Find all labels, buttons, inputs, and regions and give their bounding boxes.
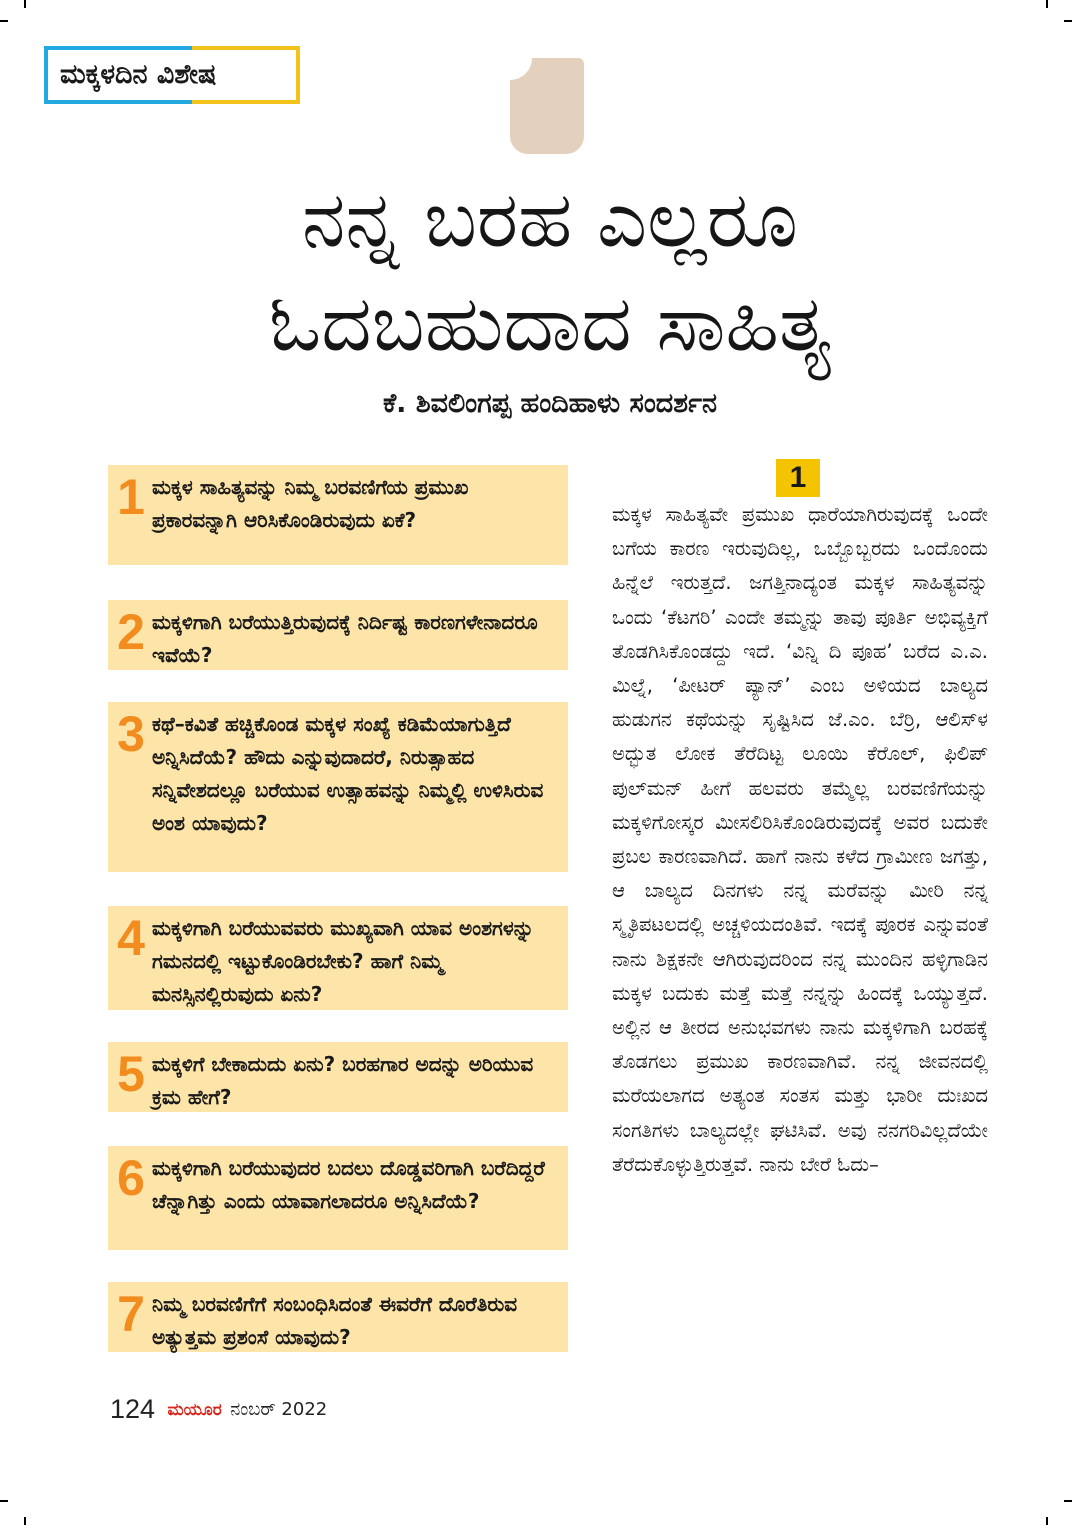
section-tag-label: ಮಕ್ಕಳದಿನ ವಿಶೇಷ xyxy=(60,59,217,90)
section-tag xyxy=(44,46,300,104)
crop-mark xyxy=(24,1517,26,1525)
question-number: 6 xyxy=(117,1150,145,1206)
magazine-logo: ಮಯೂರ xyxy=(167,1399,222,1420)
question-box-5 xyxy=(108,1042,568,1112)
article-title xyxy=(120,168,980,376)
question-text: ಮಕ್ಕಳ ಸಾಹಿತ್ಯವನ್ನು ನಿಮ್ಮ ಬರವಣಿಗೆಯ ಪ್ರಮುಖ ಪ್ರಕಾರವನ್ನಾಗಿ ಆರಿಸಿಕೊಂಡಿರುವುದು ಏಕೆ? xyxy=(152,475,469,532)
page-number: 124 xyxy=(110,1394,156,1424)
question-text: ಮಕ್ಕಳಿಗೆ ಬೇಕಾದುದು ಏನು? ಬರಹಗಾರ ಅದನ್ನು ಅರಿಯುವ ಕ್ರಮ ಹೇಗೆ? xyxy=(152,1052,534,1109)
question-box-6 xyxy=(108,1146,568,1250)
question-number: 2 xyxy=(117,604,145,660)
crop-mark xyxy=(1046,1517,1048,1525)
page-footer xyxy=(110,1394,327,1425)
crop-mark xyxy=(1064,1500,1072,1502)
question-box-1 xyxy=(108,465,568,565)
answer-text: ಮಕ್ಕಳ ಸಾಹಿತ್ಯವೇ ಪ್ರಮುಖ ಧಾರೆಯಾಗಿರುವುದಕ್ಕೆ ಒಂದೇ ಬಗೆಯ ಕಾರಣ ಇರುವುದಿಲ್ಲ, ಒಬ್ಬೊಬ್ಬರದು ಒಂದೊಂದು ಹಿನ್ನೆಲೆ ಇರುತ್ತದೆ. ಜಗತ್ತಿನಾದ್ಯಂತ ಮಕ್ಕಳ ಸಾಹಿತ್ಯವನ್ನು ಒಂದು ‘ಕೆಟಗರಿ’ ಎಂದೇ ತಮ್ಮನ್ನು ತಾವು ಪೂರ್ತಿ ಅಭಿವ್ಯಕ್ತಿಗೆ ತೊಡಗಿಸಿಕೊಂಡದ್ದು ಇದೆ. ‘ವಿನ್ನಿ ದಿ ಪೂಹ’ ಬರೆದ ಎ.ಎ. ಮಿಲ್ನೆ, ‘ಪೀಟರ್ ಪ್ಯಾನ್’ ಎಂಬ ಅಳಿಯದ ಬಾಲ್ಯದ ಹುಡುಗನ ಕಥೆಯನ್ನು ಸೃಷ್ಟಿಸಿದ ಜೆ.ಎಂ. ಬೆರ್ರಿ, ಆಲಿಸ್‌ಳ ಅದ್ಭುತ ಲೋಕ ತೆರೆದಿಟ್ಟ ಲೂಯಿ ಕೆರೊಲ್, ಫಿಲಿಪ್ ಪುಲ್‌ಮನ್ ಹೀಗೆ ಹಲವರು ತಮ್ಮೆಲ್ಲ ಬರವಣಿಗೆಯನ್ನು ಮಕ್ಕಳಿಗೋಸ್ಕರ ಮೀಸಲಿರಿಸಿಕೊಂಡಿರುವುದಕ್ಕೆ ಅವರ ಬದುಕೇ ಪ್ರಬಲ ಕಾರಣವಾಗಿದೆ. ಹಾಗೆ ನಾನು ಕಳೆದ ಗ್ರಾಮೀಣ ಜಗತ್ತು, ಆ ಬಾಲ್ಯದ ದಿನಗಳು ನನ್ನ ಮರೆವನ್ನು ಮೀರಿ ನನ್ನ ಸ್ಮೃತಿಪಟಲದಲ್ಲಿ ಅಚ್ಚಳಿಯದಂತಿವೆ. ಇದಕ್ಕೆ ಪೂರಕ ಎನ್ನುವಂತೆ ನಾನು ಶಿಕ್ಷಕನೇ ಆಗಿರುವುದರಿಂದ ನನ್ನ ಮುಂದಿನ ಹಳ್ಳಿಗಾಡಿನ ಮಕ್ಕಳ ಬದುಕು ಮತ್ತೆ ಮತ್ತೆ ನನ್ನನ್ನು ಹಿಂದಕ್ಕೆ ಒಯ್ಯುತ್ತದೆ. ಅಲ್ಲಿನ ಆ ತೀರದ ಅನುಭವಗಳು ನಾನು ಮಕ್ಕಳಿಗಾಗಿ ಬರಹಕ್ಕೆ ತೊಡಗಲು ಪ್ರಮುಖ ಕಾರಣವಾಗಿವೆ. ನನ್ನ ಜೀವನದಲ್ಲಿ ಮರೆಯಲಾಗದ ಅತ್ಯಂತ ಸಂತಸ ಮತ್ತು ಭಾರೀ ದುಃಖದ ಸಂಗತಿಗಳು ಬಾಲ್ಯದಲ್ಲೇ ಘಟಿಸಿವೆ. ಅವು ನನಗರಿವಿಲ್ಲದೆಯೇ ತೆರೆದುಕೊಳ್ಳುತ್ತಿರುತ್ತವೆ. ನಾನು ಬೇರೆ ಓದು– xyxy=(612,503,988,1176)
crop-mark xyxy=(24,0,26,8)
crop-mark xyxy=(1064,20,1072,22)
crop-mark xyxy=(0,1500,8,1502)
title-line-2: ಓದಬಹುದಾದ ಸಾಹಿತ್ಯ xyxy=(268,279,832,369)
article-subtitle: ಕೆ. ಶಿವಲಿಂಗಪ್ಪ ಹಂದಿಹಾಳು ಸಂದರ್ಶನ xyxy=(382,388,718,419)
title-line-1: ನನ್ನ ಬರಹ ಎಲ್ಲರೂ xyxy=(302,175,798,265)
question-box-7 xyxy=(108,1282,568,1352)
question-number: 5 xyxy=(117,1046,145,1102)
crop-mark xyxy=(1046,0,1048,8)
question-text: ಮಕ್ಕಳಿಗಾಗಿ ಬರೆಯುವುದರ ಬದಲು ದೊಡ್ಡವರಿಗಾಗಿ ಬರೆದಿದ್ದರೆ ಚೆನ್ನಾಗಿತ್ತು ಎಂದು ಯಾವಾಗಲಾದರೂ ಅನ್ನಿಸಿದೆಯೆ? xyxy=(152,1156,545,1213)
question-number: 3 xyxy=(117,706,145,762)
answer-number-badge: 1 xyxy=(776,459,820,497)
question-box-2 xyxy=(108,600,568,670)
quote-mark-icon xyxy=(510,58,584,154)
question-box-3 xyxy=(108,702,568,872)
question-number: 1 xyxy=(117,469,145,525)
issue-label: ನಂಬರ್ 2022 xyxy=(230,1399,328,1420)
question-text: ನಿಮ್ಮ ಬರವಣಿಗೆಗೆ ಸಂಬಂಧಿಸಿದಂತೆ ಈವರೆಗೆ ದೊರೆತಿರುವ ಅತ್ಯುತ್ತಮ ಪ್ರಶಂಸೆ ಯಾವುದು? xyxy=(152,1292,518,1349)
question-text: ಮಕ್ಕಳಿಗಾಗಿ ಬರೆಯುವವರು ಮುಖ್ಯವಾಗಿ ಯಾವ ಅಂಶಗಳನ್ನು ಗಮನದಲ್ಲಿ ಇಟ್ಟುಕೊಂಡಿರಬೇಕು? ಹಾಗೆ ನಿಮ್ಮ ಮನಸ್ಸಿನಲ್ಲಿರುವುದು ಏನು? xyxy=(152,916,534,1006)
question-text: ಕಥೆ–ಕವಿತೆ ಹಚ್ಚಿಕೊಂಡ ಮಕ್ಕಳ ಸಂಖ್ಯೆ ಕಡಿಮೆಯಾಗುತ್ತಿದೆ ಅನ್ನಿಸಿದೆಯೆ? ಹೌದು ಎನ್ನುವುದಾದರೆ, ನಿರುತ್ಸಾಹದ ಸನ್ನಿವೇಶದಲ್ಲೂ ಬರೆಯುವ ಉತ್ಸಾಹವನ್ನು ನಿಮ್ಮಲ್ಲಿ ಉಳಿಸಿರುವ ಅಂಶ ಯಾವುದು? xyxy=(152,712,544,835)
question-number: 4 xyxy=(117,910,145,966)
question-number: 7 xyxy=(117,1286,145,1342)
question-text: ಮಕ್ಕಳಿಗಾಗಿ ಬರೆಯುತ್ತಿರುವುದಕ್ಕೆ ನಿರ್ದಿಷ್ಟ ಕಾರಣಗಳೇನಾದರೂ ಇವೆಯೆ? xyxy=(152,610,538,667)
question-box-4 xyxy=(108,906,568,1010)
crop-mark xyxy=(0,20,8,22)
